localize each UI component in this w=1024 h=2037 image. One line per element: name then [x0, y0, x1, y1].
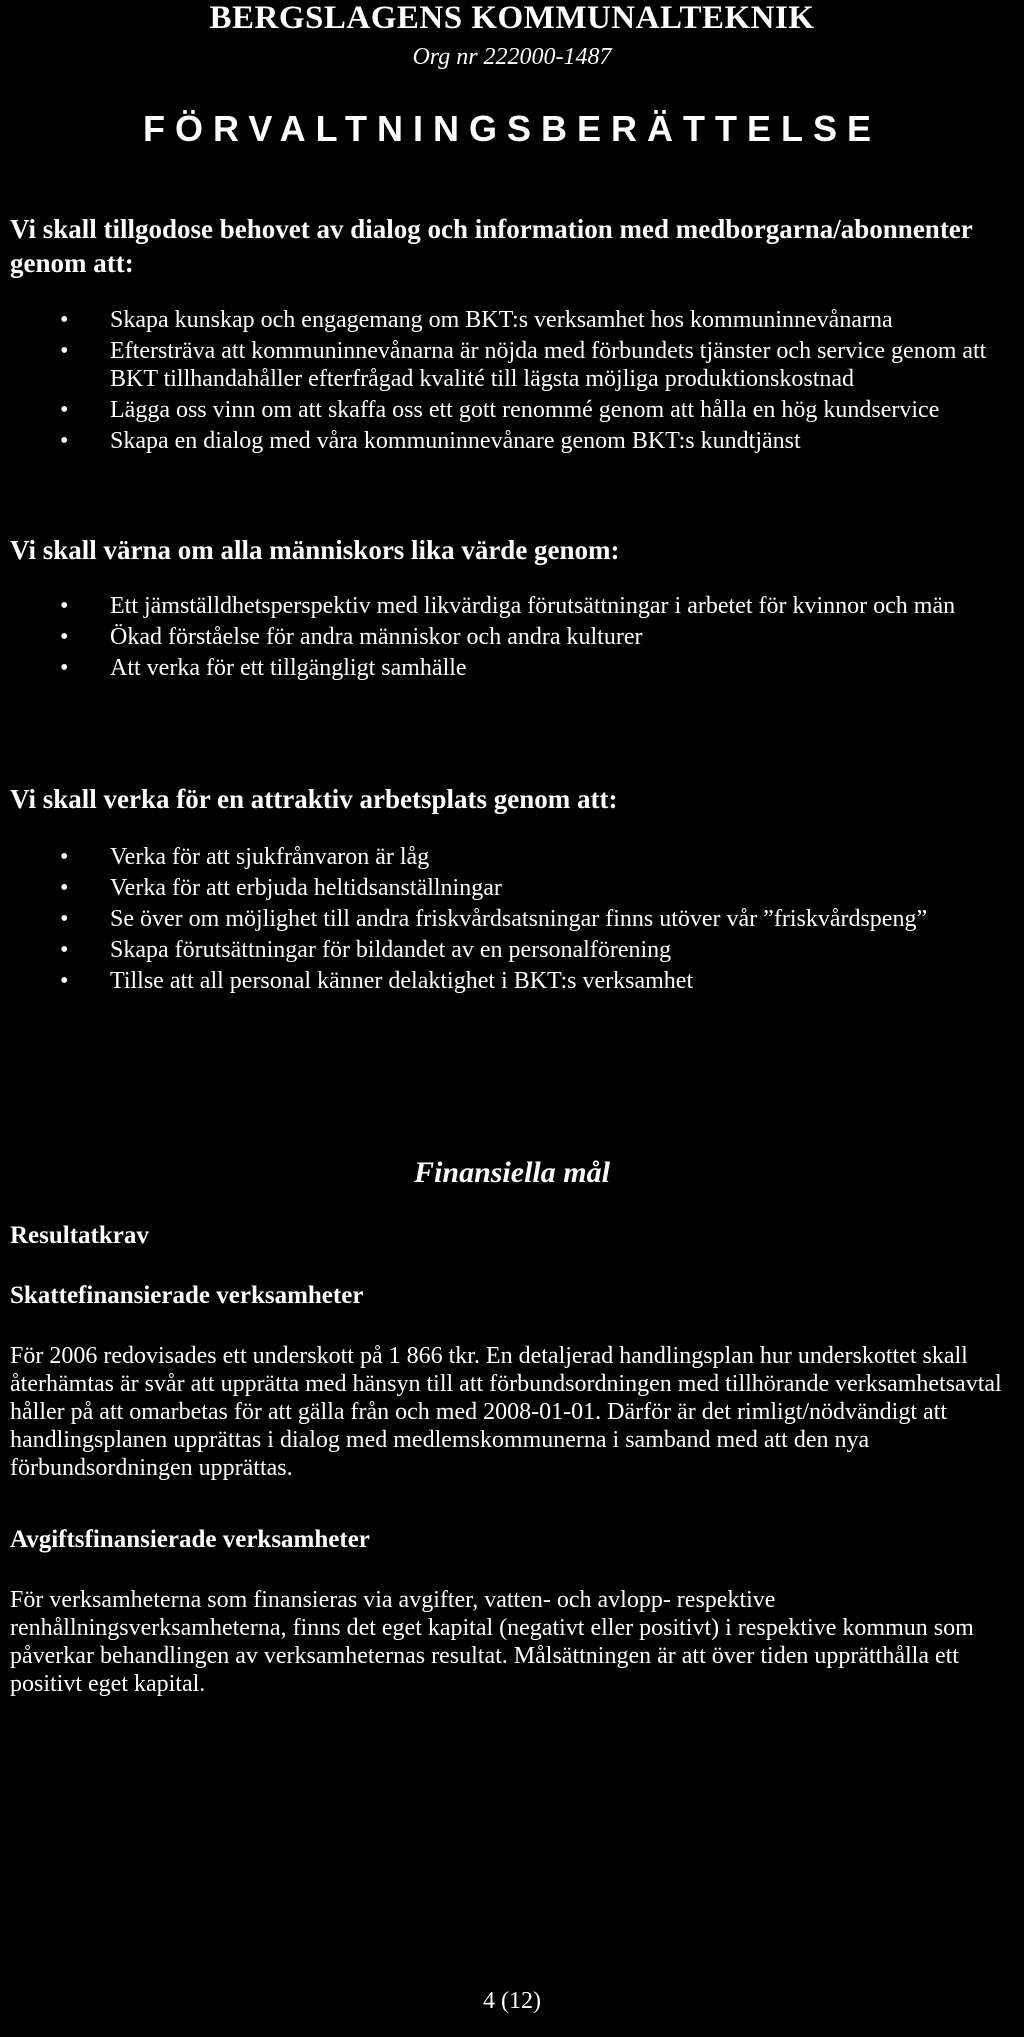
bullet-icon: •: [60, 906, 69, 932]
tax-financed-heading: Skattefinansierade verksamheter: [10, 1282, 364, 1309]
list-item: [60, 967, 1024, 995]
document-title: FÖRVALTNINGSBERÄTTELSE: [142, 108, 881, 149]
list-item-text: Verka för att sjukfrånvaron är låg: [110, 844, 430, 870]
list-item: [60, 654, 1024, 682]
list-item: [60, 843, 1024, 871]
finance-heading: Finansiella mål: [414, 1156, 610, 1189]
list-item-text: Ökad förståelse för andra människor och andra kulturer: [110, 624, 643, 650]
bullet-icon: •: [60, 844, 69, 870]
section-heading-equality: Vi skall värna om alla människors lika värde genom:: [10, 535, 620, 565]
list-item-text: Tillse att all personal känner delaktighet i BKT:s verksamhet: [110, 968, 694, 994]
bullet-icon: •: [60, 397, 69, 423]
bullet-list-equality: [60, 592, 1024, 685]
section-heading-dialog: Vi skall tillgodose behovet av dialog och information med medborgarna/abonnenter genom att:: [10, 214, 973, 278]
bullet-icon: •: [60, 655, 69, 681]
resultatkrav-heading: Resultatkrav: [10, 1222, 149, 1249]
tax-financed-paragraph: För 2006 redovisades ett underskott på 1 866 tkr. En detaljerad handlingsplan hur underskottet skall återhämtas är svår att upprätta med hänsyn till att förbundsordningen med tillhörande verksamhetsavtal håller på att omarbetas för att gälla från och med 2008-01-01. Därför är det rimligt/nödvändigt att handlingsplanen upprättas i dialog med medlemskommunerna i samband med att den nya förbundsordningen upprättas.: [10, 1343, 1002, 1481]
bullet-list-dialog: [60, 306, 1024, 458]
section-heading-workplace: Vi skall verka för en attraktiv arbetsplats genom att:: [10, 784, 618, 814]
list-item: [60, 306, 1024, 334]
list-item-text: Se över om möjlighet till andra friskvårdsatsningar finns utöver vår ”friskvårdspeng”: [110, 906, 928, 932]
organization-number: Org nr 222000-1487: [412, 44, 612, 70]
bullet-icon: •: [60, 624, 69, 650]
list-item-text: Verka för att erbjuda heltidsanställningar: [110, 875, 502, 901]
list-item: [60, 623, 1024, 651]
list-item: [60, 427, 1024, 455]
fee-financed-heading: Avgiftsfinansierade verksamheter: [10, 1526, 370, 1553]
bullet-icon: •: [60, 428, 69, 454]
list-item-text: Skapa förutsättningar för bildandet av en personalförening: [110, 937, 672, 963]
list-item-text: Ett jämställdhetsperspektiv med likvärdiga förutsättningar i arbetet för kvinnor och män: [110, 593, 956, 619]
bullet-icon: •: [60, 937, 69, 963]
list-item: [60, 592, 1024, 620]
list-item-text: Eftersträva att kommuninnevånarna är nöjda med förbundets tjänster och service genom att BKT tillhandahåller efterfrågad kvalité till lägsta möjliga produktionskostnad: [110, 338, 987, 392]
list-item-text: Att verka för ett tillgängligt samhälle: [110, 655, 467, 681]
list-item: [60, 874, 1024, 902]
list-item: [60, 936, 1024, 964]
fee-financed-paragraph: För verksamheterna som finansieras via avgifter, vatten- och avlopp- respektive renhållningsverksamheterna, finns det eget kapital (negativt eller positivt) i respektive kommun som påverkar behandlingen av verksamheternas resultat. Målsättningen är att över tiden upprätthålla ett positivt eget kapital.: [10, 1587, 974, 1697]
list-item: [60, 396, 1024, 424]
list-item: [60, 905, 1024, 933]
page-number: 4 (12): [483, 1988, 541, 2014]
bullet-list-workplace: [60, 843, 1024, 998]
organization-name: BERGSLAGENS KOMMUNALTEKNIK: [209, 0, 815, 36]
list-item: [60, 337, 1024, 393]
bullet-icon: •: [60, 338, 69, 364]
bullet-icon: •: [60, 875, 69, 901]
list-item-text: Lägga oss vinn om att skaffa oss ett gott renommé genom att hålla en hög kundservice: [110, 397, 940, 423]
bullet-icon: •: [60, 968, 69, 994]
list-item-text: Skapa kunskap och engagemang om BKT:s verksamhet hos kommuninnevånarna: [110, 307, 893, 333]
bullet-icon: •: [60, 593, 69, 619]
bullet-icon: •: [60, 307, 69, 333]
list-item-text: Skapa en dialog med våra kommuninnevånare genom BKT:s kundtjänst: [110, 428, 801, 454]
